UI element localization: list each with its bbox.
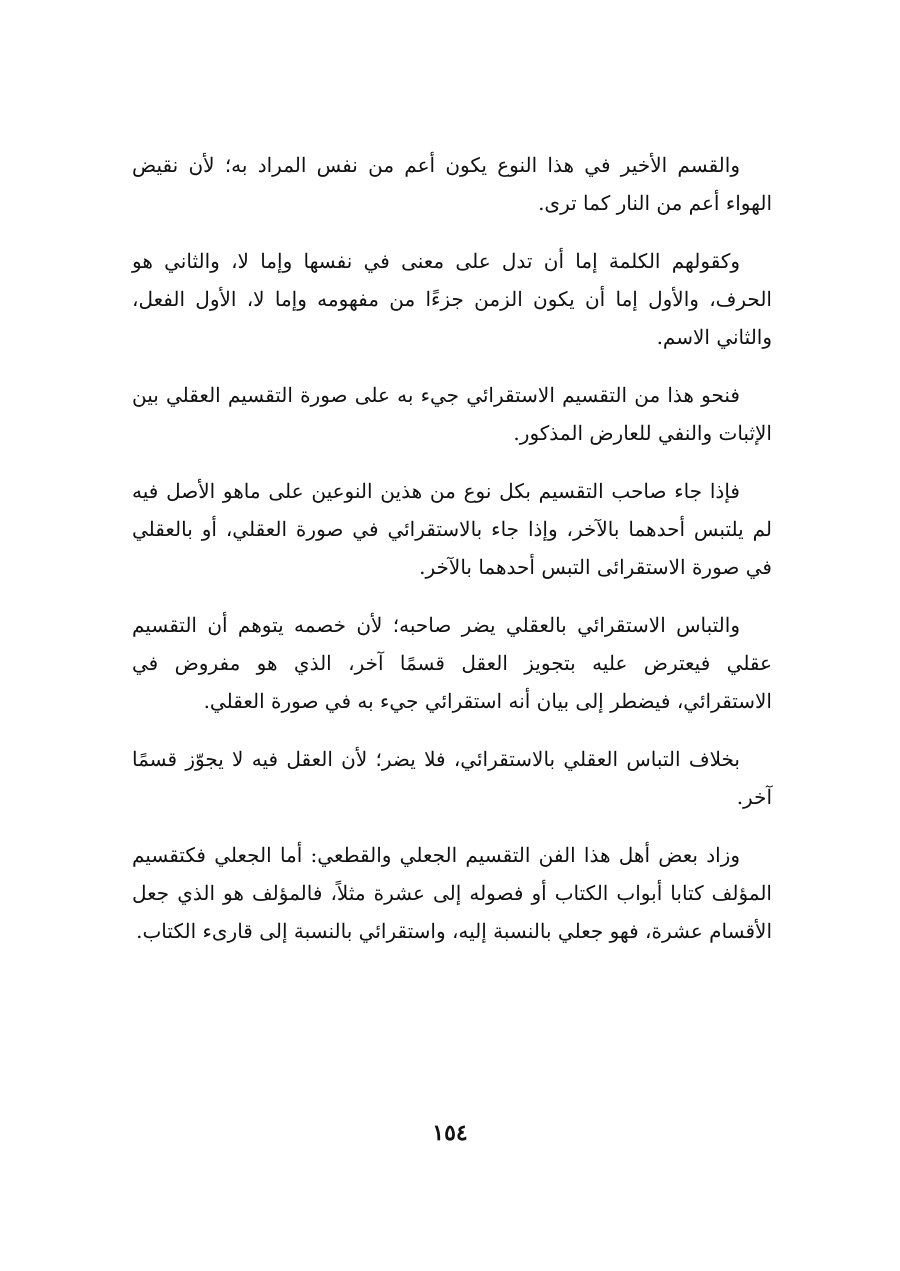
page-number: ١٥٤	[432, 1120, 468, 1146]
paragraph-6: بخلاف التباس العقلي بالاستقرائي، فلا يضر؛ لأن العقل فيه لا يجوّز قسمًا آخر.	[132, 747, 772, 809]
paragraph-1: والقسم الأخير في هذا النوع يكون أعم من نفس المراد به؛ لأن نقيض الهواء أعم من النار كما ترى.	[132, 153, 772, 215]
paragraph-7: وزاد بعض أهل هذا الفن التقسيم الجعلي والقطعي: أما الجعلي فكتقسيم المؤلف كتابا أبواب الكتاب أو فصوله إلى عشرة مثلاً، فالمؤلف هو الذي جعل الأقسام عشرة، فهو جعلي بالنسبة إليه، واستقرائي بالنسبة إلى قارىء الكتاب.	[132, 843, 772, 943]
paragraph-2: وكقولهم الكلمة إما أن تدل على معنى في نفسها وإما لا، والثاني هو الحرف، والأول إما أن يكون الزمن جزءًا من مفهومه وإما لا، الأول الفعل، والثاني الاسم.	[132, 249, 772, 349]
body-text	[132, 146, 772, 970]
paragraph-5: والتباس الاستقرائي بالعقلي يضر صاحبه؛ لأن خصمه يتوهم أن التقسيم عقلي فيعترض عليه بتجويز العقل قسمًا آخر، الذي هو مفروض في الاستقرائي، فيضطر إلى بيان أنه استقرائي جيء به في صورة العقلي.	[132, 613, 772, 713]
paragraph-3: فنحو هذا من التقسيم الاستقرائي جيء به على صورة التقسيم العقلي بين الإثبات والنفي للعارض المذكور.	[132, 383, 772, 445]
paragraph-4: فإذا جاء صاحب التقسيم بكل نوع من هذين النوعين على ماهو الأصل فيه لم يلتبس أحدهما بالآخر، وإذا جاء بالاستقرائي في صورة العقلي، أو بالعقلي في صورة الاستقرائى التبس أحدهما بالآخر.	[132, 479, 772, 579]
